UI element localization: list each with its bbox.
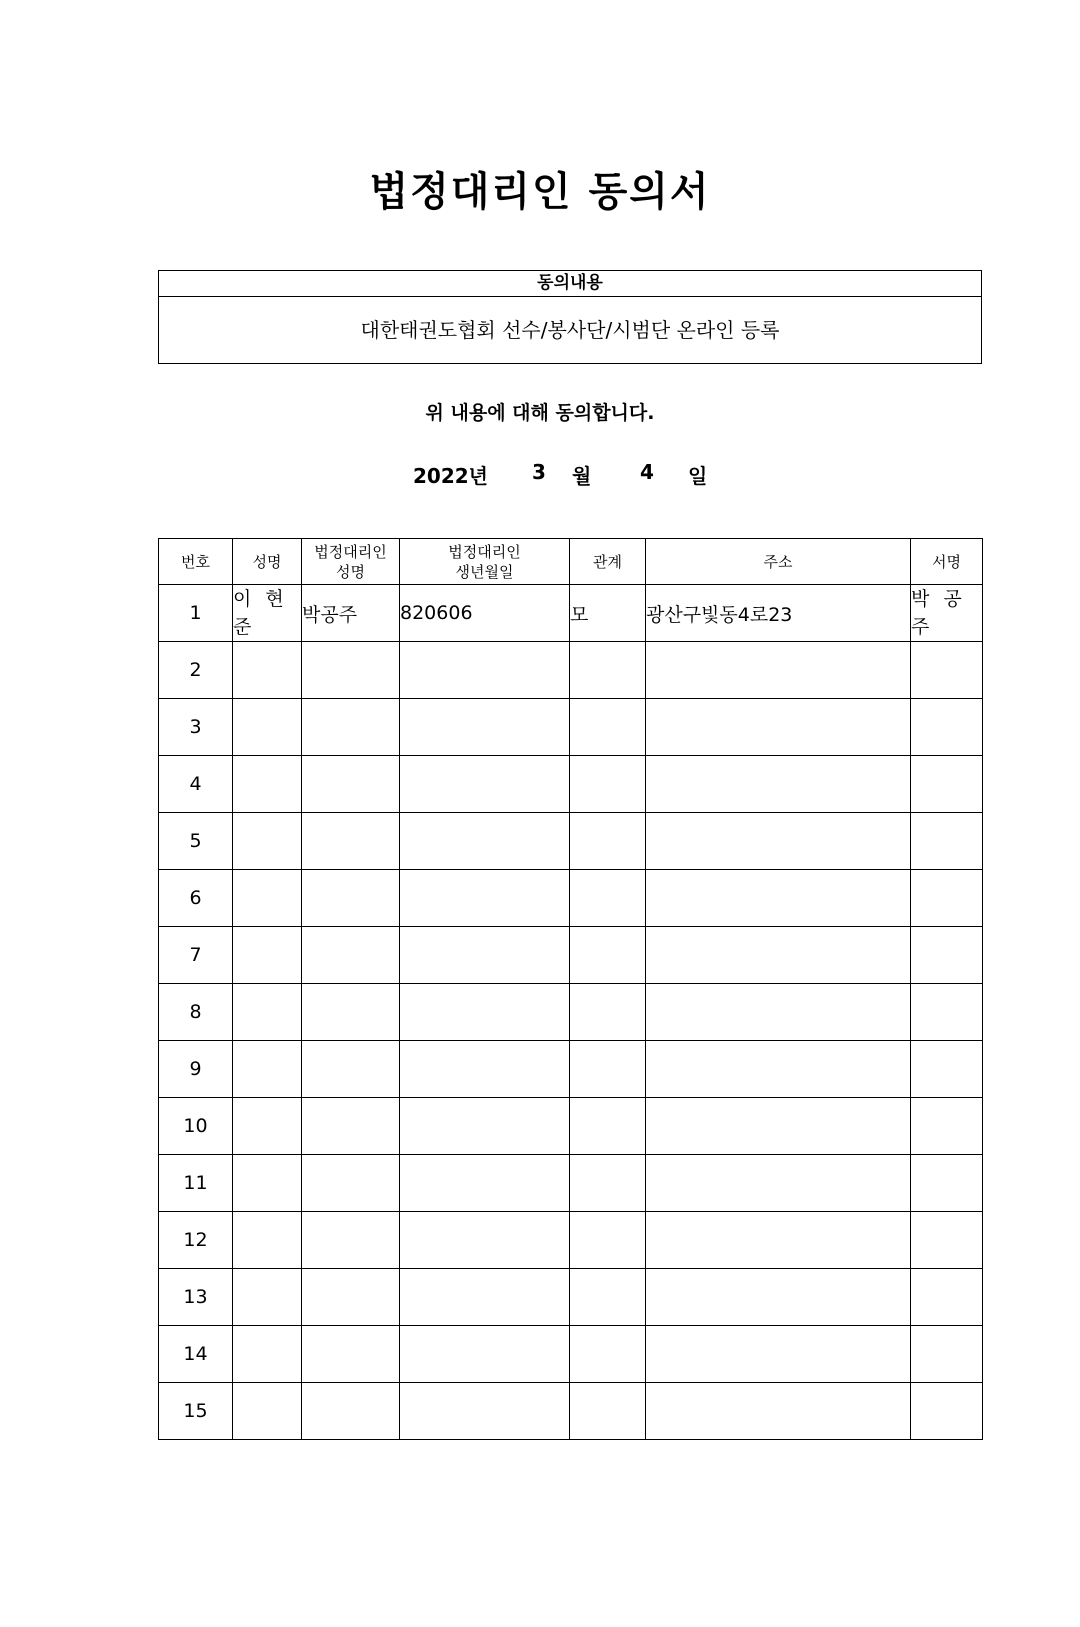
cell-guardian-name: 박공주 <box>302 585 400 642</box>
cell-signature: 박공주 <box>911 585 983 642</box>
cell-guardian-name[interactable] <box>302 813 400 870</box>
cell-address[interactable] <box>646 1269 911 1326</box>
header-guardian-name <box>302 539 400 585</box>
cell-guardian-birth[interactable] <box>400 1326 570 1383</box>
header-guardian-name-line2: 성명 <box>336 562 365 581</box>
cell-guardian-birth: 820606 <box>400 585 570 642</box>
cell-signature[interactable] <box>911 642 983 699</box>
cell-guardian-birth[interactable] <box>400 1383 570 1440</box>
date-month-value: 3 <box>532 460 546 484</box>
table-row <box>159 813 983 870</box>
cell-relation[interactable] <box>570 984 646 1041</box>
consent-body: 대한태권도협회 선수/봉사단/시범단 온라인 등록 <box>360 318 780 342</box>
cell-relation[interactable] <box>570 699 646 756</box>
cell-name[interactable] <box>233 1155 302 1212</box>
cell-guardian-name[interactable] <box>302 1212 400 1269</box>
cell-name[interactable] <box>233 1041 302 1098</box>
document-title: 법정대리인 동의서 <box>369 169 711 215</box>
cell-signature[interactable] <box>911 813 983 870</box>
cell-guardian-name[interactable] <box>302 1383 400 1440</box>
cell-guardian-birth[interactable] <box>400 756 570 813</box>
cell-relation[interactable] <box>570 1155 646 1212</box>
cell-relation[interactable] <box>570 1383 646 1440</box>
cell-no: 9 <box>159 1041 233 1098</box>
cell-address[interactable] <box>646 1155 911 1212</box>
header-no: 번호 <box>159 539 233 585</box>
cell-address[interactable] <box>646 1383 911 1440</box>
header-signature: 서명 <box>911 539 983 585</box>
cell-guardian-birth[interactable] <box>400 699 570 756</box>
table-header-row <box>159 539 983 585</box>
cell-name[interactable] <box>233 1326 302 1383</box>
cell-no: 8 <box>159 984 233 1041</box>
cell-address[interactable] <box>646 927 911 984</box>
cell-no: 10 <box>159 1098 233 1155</box>
header-guardian-birth <box>400 539 570 585</box>
table-row <box>159 870 983 927</box>
cell-no: 7 <box>159 927 233 984</box>
date-year: 2022년 <box>413 464 488 488</box>
cell-no: 2 <box>159 642 233 699</box>
cell-no: 14 <box>159 1326 233 1383</box>
cell-name: 이현준 <box>233 585 302 642</box>
cell-guardian-name[interactable] <box>302 927 400 984</box>
cell-guardian-name[interactable] <box>302 699 400 756</box>
cell-signature[interactable] <box>911 1212 983 1269</box>
header-name: 성명 <box>233 539 302 585</box>
cell-name[interactable] <box>233 756 302 813</box>
table-row <box>159 1041 983 1098</box>
cell-guardian-birth[interactable] <box>400 984 570 1041</box>
cell-signature[interactable] <box>911 1155 983 1212</box>
date-line <box>0 460 1080 490</box>
cell-relation[interactable] <box>570 1098 646 1155</box>
date-month-label: 월 <box>572 464 592 488</box>
header-guardian-birth-line2: 생년월일 <box>455 562 514 581</box>
header-relation: 관계 <box>570 539 646 585</box>
cell-relation[interactable] <box>570 870 646 927</box>
cell-address[interactable] <box>646 699 911 756</box>
cell-relation[interactable] <box>570 1326 646 1383</box>
cell-name[interactable] <box>233 642 302 699</box>
table-row <box>159 756 983 813</box>
cell-relation[interactable] <box>570 1269 646 1326</box>
cell-signature[interactable] <box>911 1269 983 1326</box>
cell-relation[interactable] <box>570 756 646 813</box>
cell-name[interactable] <box>233 984 302 1041</box>
table-row <box>159 699 983 756</box>
cell-guardian-birth[interactable] <box>400 813 570 870</box>
cell-no: 13 <box>159 1269 233 1326</box>
table-row <box>159 585 983 642</box>
cell-no: 12 <box>159 1212 233 1269</box>
cell-guardian-birth[interactable] <box>400 1155 570 1212</box>
cell-address[interactable] <box>646 1212 911 1269</box>
table-row <box>159 1383 983 1440</box>
cell-relation: 모 <box>570 585 646 642</box>
agreement-statement: 위 내용에 대해 동의합니다. <box>425 402 655 424</box>
cell-signature[interactable] <box>911 699 983 756</box>
cell-name[interactable] <box>233 1212 302 1269</box>
cell-guardian-name[interactable] <box>302 870 400 927</box>
table-row <box>159 642 983 699</box>
cell-guardian-name[interactable] <box>302 984 400 1041</box>
cell-address[interactable] <box>646 813 911 870</box>
cell-address[interactable] <box>646 1098 911 1155</box>
cell-name[interactable] <box>233 1098 302 1155</box>
table-row <box>159 1155 983 1212</box>
header-guardian-birth-line1: 법정대리인 <box>448 542 521 561</box>
cell-relation[interactable] <box>570 642 646 699</box>
cell-signature[interactable] <box>911 984 983 1041</box>
cell-no: 4 <box>159 756 233 813</box>
cell-address[interactable] <box>646 984 911 1041</box>
cell-name[interactable] <box>233 813 302 870</box>
cell-relation[interactable] <box>570 1041 646 1098</box>
cell-no: 15 <box>159 1383 233 1440</box>
cell-guardian-name[interactable] <box>302 1269 400 1326</box>
cell-address[interactable] <box>646 756 911 813</box>
table-row <box>159 984 983 1041</box>
cell-guardian-name[interactable] <box>302 1326 400 1383</box>
cell-no: 5 <box>159 813 233 870</box>
cell-address: 광산구빛동4로23 <box>646 585 911 642</box>
cell-guardian-birth[interactable] <box>400 1212 570 1269</box>
cell-guardian-birth[interactable] <box>400 927 570 984</box>
cell-signature[interactable] <box>911 870 983 927</box>
cell-address[interactable] <box>646 1041 911 1098</box>
cell-name[interactable] <box>233 1383 302 1440</box>
cell-guardian-birth[interactable] <box>400 642 570 699</box>
cell-address[interactable] <box>646 642 911 699</box>
consent-content-box <box>158 270 982 364</box>
cell-guardian-name[interactable] <box>302 756 400 813</box>
cell-signature[interactable] <box>911 1326 983 1383</box>
table-row <box>159 1212 983 1269</box>
cell-signature[interactable] <box>911 1098 983 1155</box>
cell-guardian-name[interactable] <box>302 1041 400 1098</box>
cell-guardian-name[interactable] <box>302 1098 400 1155</box>
guardian-table <box>158 538 983 1440</box>
table-row <box>159 1098 983 1155</box>
cell-signature[interactable] <box>911 927 983 984</box>
cell-signature[interactable] <box>911 756 983 813</box>
cell-relation[interactable] <box>570 927 646 984</box>
cell-guardian-birth[interactable] <box>400 1041 570 1098</box>
cell-no: 1 <box>159 585 233 642</box>
cell-relation[interactable] <box>570 1212 646 1269</box>
table-row <box>159 927 983 984</box>
cell-name[interactable] <box>233 699 302 756</box>
cell-no: 3 <box>159 699 233 756</box>
cell-address[interactable] <box>646 1326 911 1383</box>
cell-guardian-birth[interactable] <box>400 1098 570 1155</box>
consent-header: 동의내용 <box>159 271 981 297</box>
cell-name[interactable] <box>233 1269 302 1326</box>
cell-guardian-birth[interactable] <box>400 870 570 927</box>
cell-name[interactable] <box>233 870 302 927</box>
header-address: 주소 <box>646 539 911 585</box>
date-day-label: 일 <box>688 464 708 488</box>
cell-no: 11 <box>159 1155 233 1212</box>
cell-no: 6 <box>159 870 233 927</box>
header-guardian-name-line1: 법정대리인 <box>314 542 387 561</box>
cell-address[interactable] <box>646 870 911 927</box>
cell-name[interactable] <box>233 927 302 984</box>
cell-signature[interactable] <box>911 1041 983 1098</box>
cell-guardian-name[interactable] <box>302 1155 400 1212</box>
date-day-value: 4 <box>640 460 654 484</box>
cell-signature[interactable] <box>911 1383 983 1440</box>
cell-guardian-birth[interactable] <box>400 1269 570 1326</box>
table-row <box>159 1326 983 1383</box>
cell-relation[interactable] <box>570 813 646 870</box>
cell-guardian-name[interactable] <box>302 642 400 699</box>
table-row <box>159 1269 983 1326</box>
